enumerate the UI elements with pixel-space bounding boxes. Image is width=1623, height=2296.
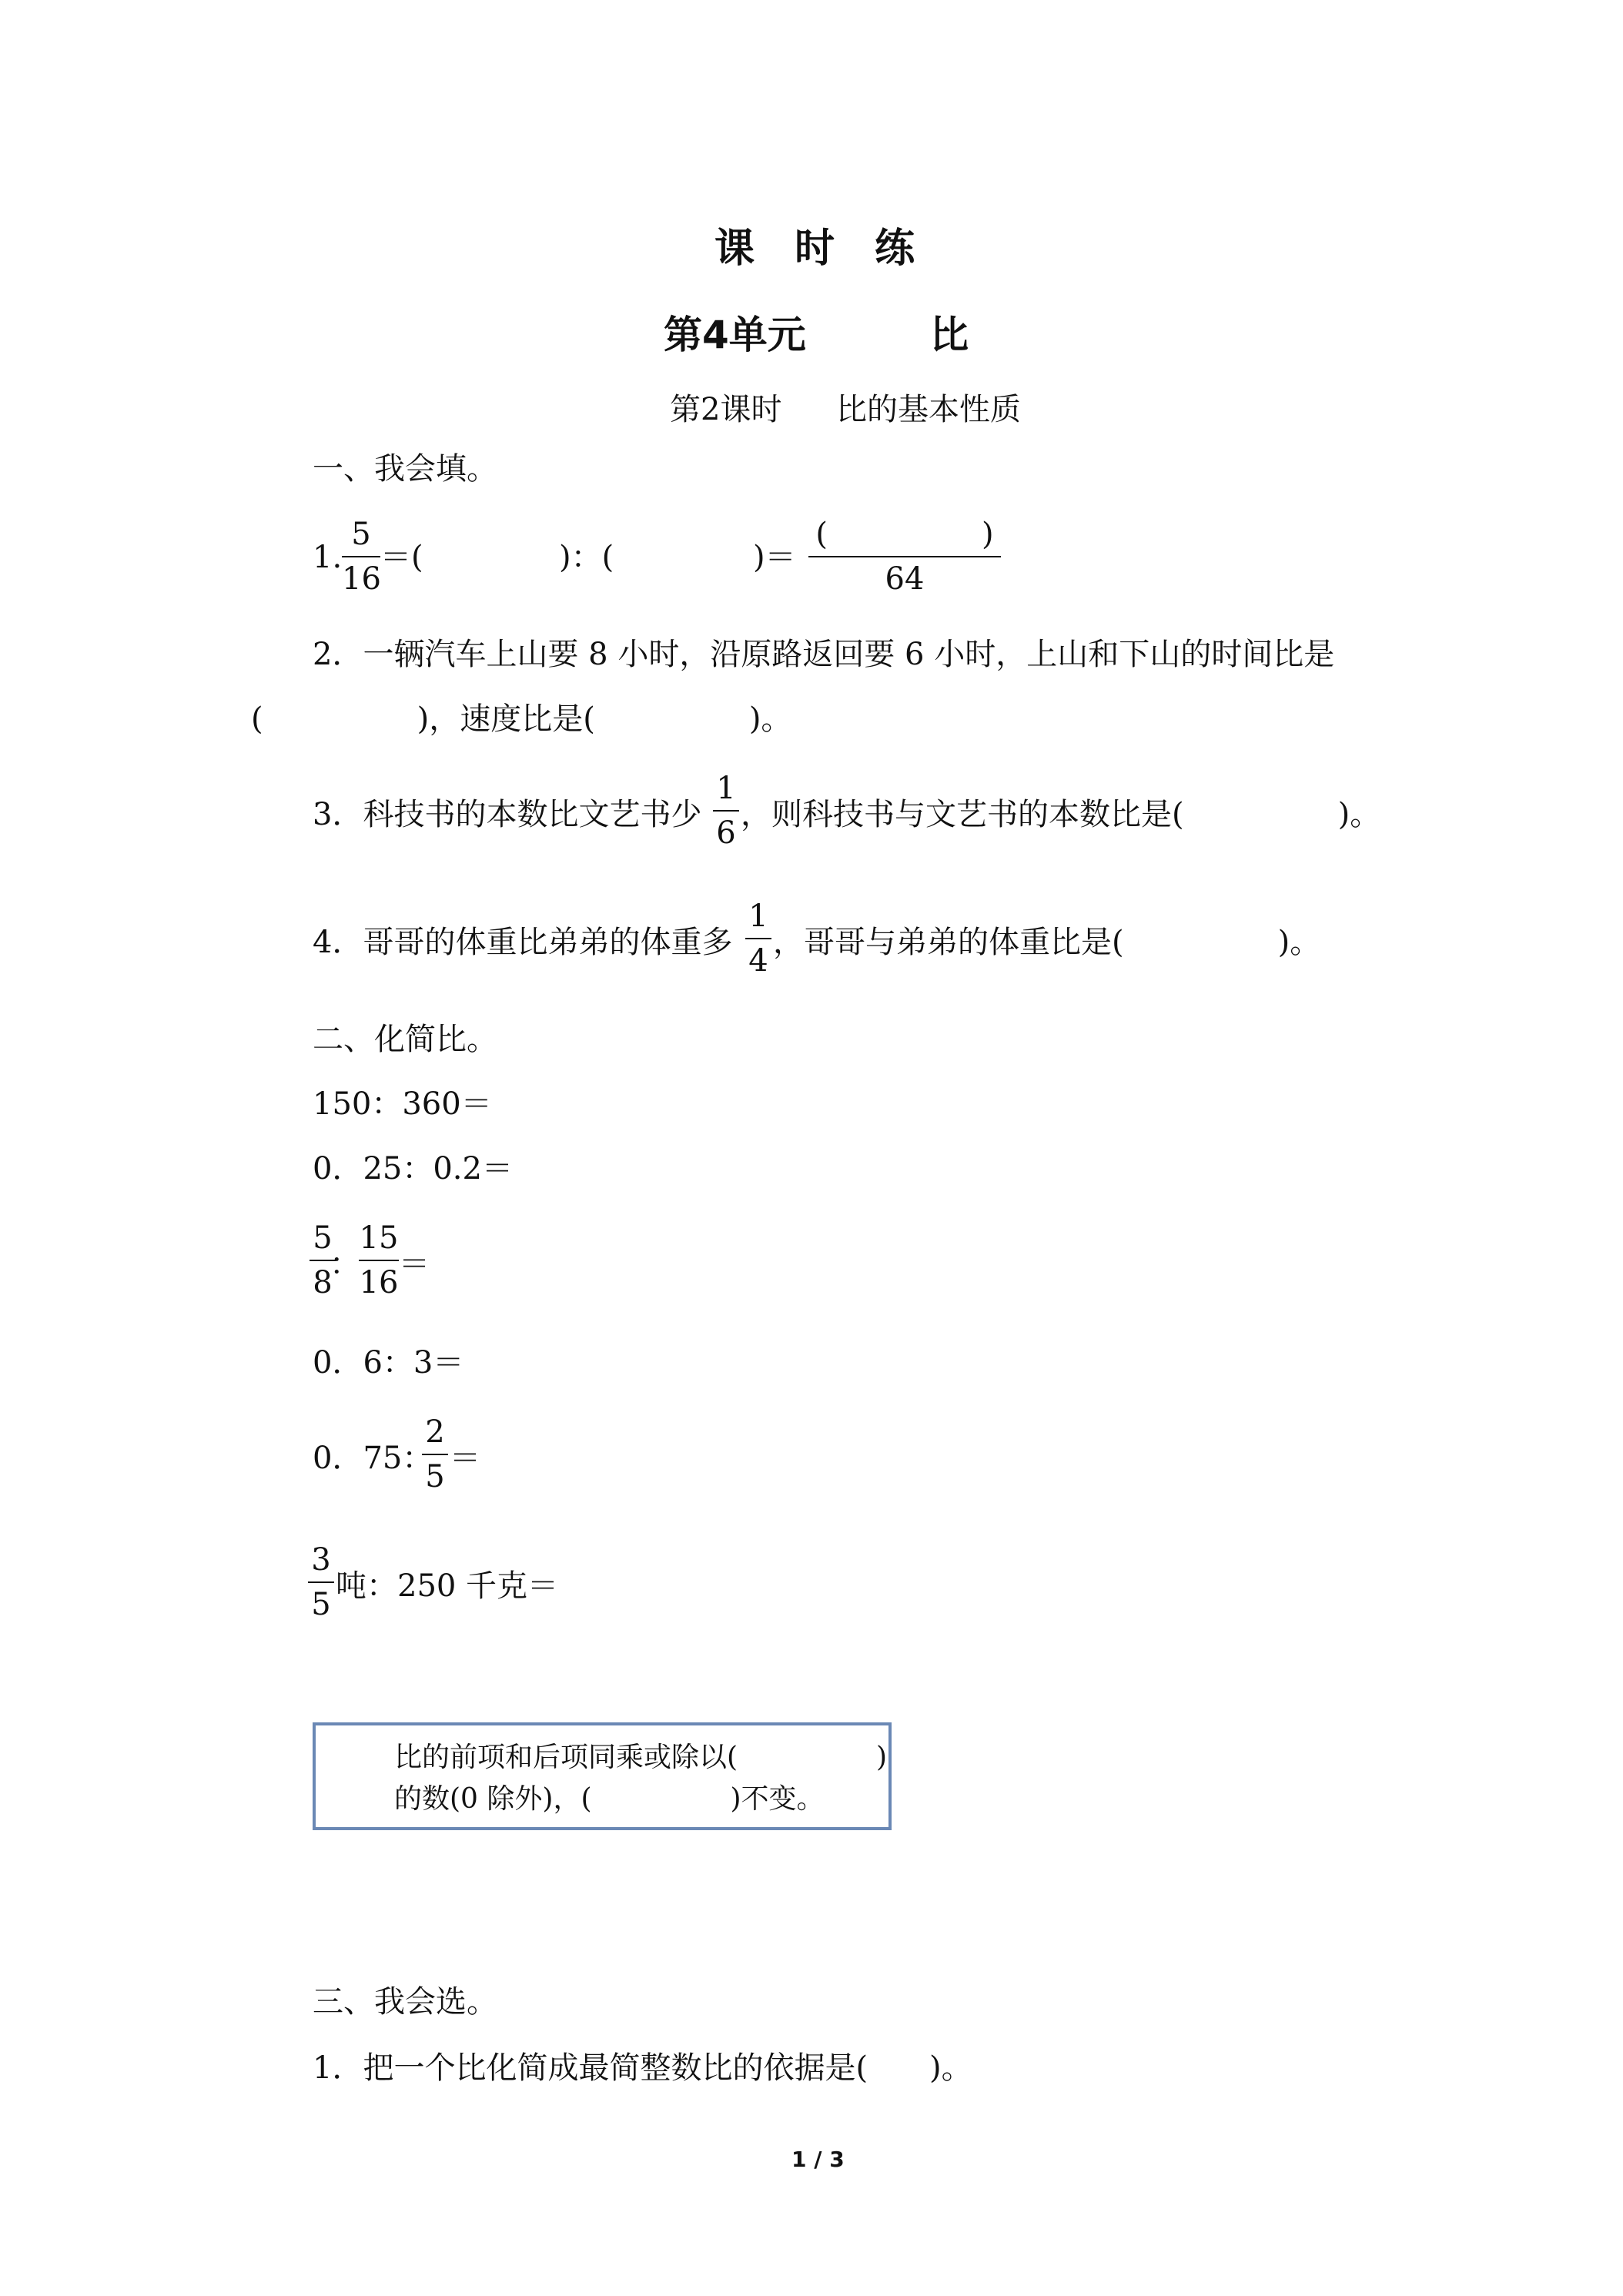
p5-denominator: 5 bbox=[425, 1459, 445, 1494]
fraction-bar bbox=[359, 1260, 399, 1261]
page-number: 1 / 3 bbox=[791, 2147, 845, 2172]
q1-fraction-numerator: 5 bbox=[351, 517, 371, 552]
q1-result-denominator: 64 bbox=[885, 561, 925, 597]
q2-line1: 2．一辆汽车上山要 8 小时，沿原路返回要 6 小时，上山和下山的时间比是 bbox=[313, 637, 1335, 672]
p6-denominator: 5 bbox=[311, 1587, 331, 1622]
unit-topic: 比 bbox=[930, 313, 969, 357]
unit-heading: 第4单元 bbox=[664, 313, 806, 357]
section3-heading: 三、我会选。 bbox=[313, 1984, 497, 2020]
p3-a-numerator: 5 bbox=[313, 1220, 333, 1256]
q1-result-blank: ( ) bbox=[815, 517, 994, 552]
fraction-bar bbox=[308, 1581, 334, 1583]
p3-colon: ： bbox=[330, 1247, 360, 1282]
p5-fraction bbox=[422, 1415, 448, 1494]
q3-fraction-numerator: 1 bbox=[716, 771, 736, 806]
page-title: 课时练 bbox=[714, 226, 955, 272]
rule-tip-box bbox=[313, 1722, 892, 1830]
p5-equals: ＝ bbox=[450, 1441, 480, 1476]
q1-close-colon-open: )：( bbox=[559, 540, 614, 575]
q4-fraction-numerator: 1 bbox=[748, 899, 768, 934]
choice-question-1: 1．把一个比化简成最简整数比的依据是( )。 bbox=[313, 2050, 972, 2086]
fraction-bar bbox=[422, 1454, 448, 1455]
p5-left: 0．75： bbox=[313, 1441, 433, 1476]
p6-fraction bbox=[308, 1543, 334, 1622]
tip-line-1: 比的前项和后项同乘或除以( ) bbox=[394, 1742, 888, 1773]
q2-line2: ( )，速度比是( )。 bbox=[251, 701, 792, 737]
q3-text-before: 3．科技书的本数比文艺书少 bbox=[313, 797, 702, 832]
fraction-bar bbox=[745, 938, 771, 939]
tip-line-2: 的数(0 除外)，( )不变。 bbox=[394, 1783, 825, 1815]
q3-fraction bbox=[713, 771, 739, 850]
q1-number: 1. bbox=[313, 540, 343, 575]
section2-heading: 二、化简比。 bbox=[313, 1022, 497, 1057]
q4-fraction-denominator: 4 bbox=[748, 943, 768, 979]
q1-equals-open: ＝( bbox=[380, 540, 423, 575]
p3-b-denominator: 16 bbox=[359, 1265, 399, 1300]
q4-text-before: 4．哥哥的体重比弟弟的体重多 bbox=[313, 925, 733, 960]
fraction-bar bbox=[342, 556, 380, 557]
q4-text-after: ，哥哥与弟弟的体重比是( )。 bbox=[773, 925, 1321, 960]
section1-heading: 一、我会填。 bbox=[313, 451, 497, 487]
p6-rest: 吨：250 千克＝ bbox=[336, 1568, 559, 1604]
p3-fraction-b bbox=[359, 1221, 399, 1300]
simplify-problem-4: 0．6：3＝ bbox=[313, 1345, 464, 1381]
fraction-bar bbox=[713, 810, 739, 812]
q4-fraction bbox=[745, 899, 771, 978]
q3-fraction-denominator: 6 bbox=[716, 815, 736, 851]
lesson-number: 第2课时 bbox=[670, 392, 782, 427]
q1-result-fraction bbox=[808, 517, 1001, 596]
p3-a-denominator: 8 bbox=[313, 1265, 333, 1300]
q1-fraction-denominator: 16 bbox=[342, 561, 381, 597]
q1-close-equals: )＝ bbox=[753, 540, 796, 575]
q1-fraction bbox=[342, 517, 380, 596]
fraction-bar bbox=[808, 556, 1001, 557]
q3-text-after: ，则科技书与文艺书的本数比是( )。 bbox=[741, 797, 1381, 832]
p6-numerator: 3 bbox=[311, 1542, 331, 1578]
simplify-problem-1: 150：360＝ bbox=[313, 1086, 492, 1122]
p5-numerator: 2 bbox=[425, 1414, 445, 1450]
p3-b-numerator: 15 bbox=[359, 1220, 399, 1256]
lesson-topic: 比的基本性质 bbox=[836, 392, 1021, 427]
simplify-problem-2: 0．25：0.2＝ bbox=[313, 1151, 513, 1186]
p3-equals: ＝ bbox=[399, 1247, 430, 1282]
